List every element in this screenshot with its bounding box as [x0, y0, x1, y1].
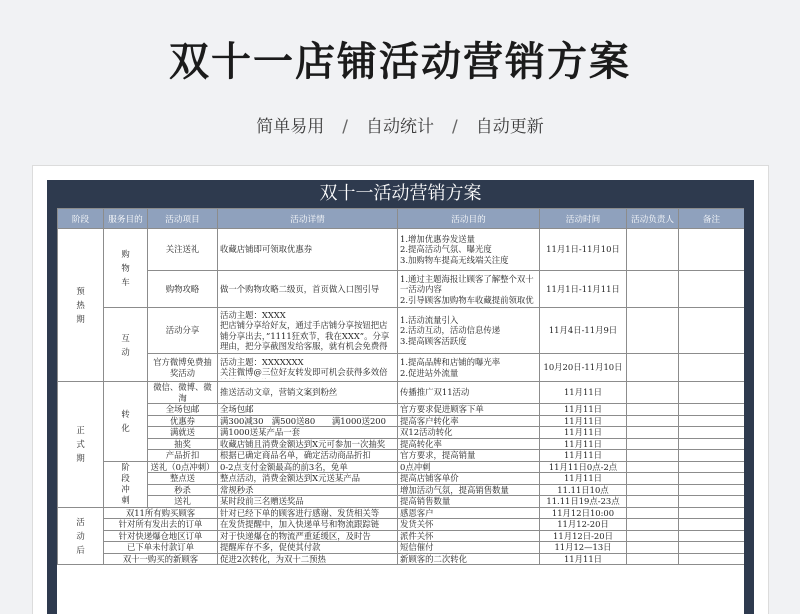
goal-cell: 新顾客的二次转化 [398, 553, 540, 565]
time-cell: 11月11日 [540, 450, 627, 462]
item-cell: 满就送 [148, 427, 218, 439]
owner-cell [627, 427, 679, 439]
table-row [58, 427, 745, 439]
time-cell: 11月11日 [540, 415, 627, 427]
table-row [58, 542, 745, 554]
tag-separator: / [342, 117, 348, 137]
owner-cell [627, 519, 679, 531]
owner-cell [627, 415, 679, 427]
header-time: 活动时间 [540, 209, 627, 229]
goal-cell: 双12活动转化 [398, 427, 540, 439]
header-detail: 活动详情 [218, 209, 398, 229]
detail-cell: 提醒库存不多，促使其付款 [218, 542, 398, 554]
item-cell: 产品折扣 [148, 450, 218, 462]
item-cell: 活动分享 [148, 308, 218, 354]
purpose-cell: 互 动 [104, 308, 148, 382]
item-cell: 送礼 [148, 496, 218, 508]
note-cell [679, 229, 745, 271]
item-cell: 购物攻略 [148, 271, 218, 308]
goal-cell: 短信催付 [398, 542, 540, 554]
table-row [58, 507, 745, 519]
detail-cell: 在发货提醒中，加入快递单号和物流跟踪链 [218, 519, 398, 531]
note-cell [679, 507, 745, 519]
time-cell: 11月11日 [540, 382, 627, 404]
goal-cell: 提高转化率 [398, 438, 540, 450]
table-row [58, 450, 745, 462]
goal-cell: 0点冲刺 [398, 461, 540, 473]
time-cell: 11月12日-20日 [540, 530, 627, 542]
note-cell [679, 542, 745, 554]
owner-cell [627, 382, 679, 404]
time-cell: 10月20日-11月10日 [540, 354, 627, 382]
goal-cell: 提高客户转化率 [398, 415, 540, 427]
table-row [58, 354, 745, 382]
stage-cell: 预 热 期 [58, 229, 104, 382]
goal-cell: 官方要求，提高销量 [398, 450, 540, 462]
time-cell: 11月1日-11月11日 [540, 271, 627, 308]
owner-cell [627, 461, 679, 473]
detail-cell: 满300减30 满500送80 满1000送200 [218, 415, 398, 427]
table-row [58, 496, 745, 508]
time-cell: 11月11日 [540, 404, 627, 416]
note-cell [679, 271, 745, 308]
item-cell: 针对快递爆仓地区订单 [104, 530, 218, 542]
goal-cell: 提高销售数量 [398, 496, 540, 508]
goal-cell: 感恩客户 [398, 507, 540, 519]
owner-cell [627, 542, 679, 554]
detail-cell: 活动主题：XXXXXXX 关注微博@三位好友转发即可机会获得多效倍 [218, 354, 398, 382]
goal-cell: 1.增加优惠券发送量 2.提高活动气氛、曝光度 3.加购物车提高无线端关注度 [398, 229, 540, 271]
plan-document [47, 180, 754, 614]
table-container [57, 208, 744, 614]
detail-cell: 某时段前三名赠送奖品 [218, 496, 398, 508]
goal-cell: 1.通过主题海报让顾客了解整个双十一活动内容 2.引导顾客加购物车收藏提前领取优 [398, 271, 540, 308]
detail-cell: 收藏店铺且消费金额达到X元可参加一次抽奖 [218, 438, 398, 450]
document-title: 双十一活动营销方案 [319, 183, 482, 204]
note-cell [679, 461, 745, 473]
owner-cell [627, 530, 679, 542]
note-cell [679, 530, 745, 542]
note-cell [679, 450, 745, 462]
table-row [58, 415, 745, 427]
table-header-row [58, 209, 745, 229]
goal-cell: 官方要求促进顾客下单 [398, 404, 540, 416]
note-cell [679, 354, 745, 382]
note-cell [679, 438, 745, 450]
note-cell [679, 404, 745, 416]
item-cell: 优惠券 [148, 415, 218, 427]
feature-tags [0, 112, 800, 137]
detail-cell: 全场包邮 [218, 404, 398, 416]
table-row [58, 473, 745, 485]
detail-cell: 收藏店铺即可领取优惠券 [218, 229, 398, 271]
table-row [58, 382, 745, 404]
detail-cell: 整点活动，消费金额达到X元送某产品 [218, 473, 398, 485]
item-cell: 已下单未付款订单 [104, 542, 218, 554]
note-cell [679, 496, 745, 508]
item-cell: 全场包邮 [148, 404, 218, 416]
owner-cell [627, 404, 679, 416]
owner-cell [627, 496, 679, 508]
goal-cell: 提高店铺客单价 [398, 473, 540, 485]
item-cell: 微信、微博、微淘 [148, 382, 218, 404]
item-cell: 送礼（0点冲刺） [148, 461, 218, 473]
page-title: 双十一店铺活动营销方案 [169, 39, 631, 85]
owner-cell [627, 450, 679, 462]
header-note: 备注 [679, 209, 745, 229]
time-cell: 11月4日-11月9日 [540, 308, 627, 354]
purpose-cell: 转 化 [104, 382, 148, 462]
item-cell: 秒杀 [148, 484, 218, 496]
detail-cell: 活动主题：XXXX 把店铺分享给好友，通过手店铺分享按钮把店铺分享出去，”1111狂欢节，我在XXX”。分享理由，把分享截图发给客服，就有机会免费得 [218, 308, 398, 354]
table-row [58, 404, 745, 416]
owner-cell [627, 354, 679, 382]
note-cell [679, 382, 745, 404]
owner-cell [627, 507, 679, 519]
tag-auto-update: 自动更新 [475, 117, 544, 137]
table-row [58, 484, 745, 496]
goal-cell: 1.活动流量引入 2.活动互动，活动信息传递 3.提高顾客活跃度 [398, 308, 540, 354]
owner-cell [627, 271, 679, 308]
time-cell: 11月12日10:00 [540, 507, 627, 519]
owner-cell [627, 484, 679, 496]
note-cell [679, 519, 745, 531]
document-preview [32, 165, 769, 614]
time-cell: 11月11日0点-2点 [540, 461, 627, 473]
stage-cell: 活 动 后 [58, 507, 104, 565]
header-item: 活动项目 [148, 209, 218, 229]
goal-cell: 1.提高品牌和店铺的曝光率 2.促进站外流量 [398, 354, 540, 382]
tag-separator: / [452, 117, 458, 137]
header-purpose: 服务目的 [104, 209, 148, 229]
detail-cell: 推送活动文章，营销文案到粉丝 [218, 382, 398, 404]
detail-cell: 0-2点支付金额最高的前3名，免单 [218, 461, 398, 473]
stage-cell: 正 式 期 [58, 382, 104, 508]
item-cell: 关注送礼 [148, 229, 218, 271]
note-cell [679, 415, 745, 427]
note-cell [679, 553, 745, 565]
table-row [58, 519, 745, 531]
table-row [58, 308, 745, 354]
item-cell: 针对所有发出去的订单 [104, 519, 218, 531]
item-cell: 官方微博免费抽奖活动 [148, 354, 218, 382]
plan-table [57, 208, 744, 565]
note-cell [679, 427, 745, 439]
owner-cell [627, 229, 679, 271]
tag-auto-stats: 自动统计 [366, 117, 434, 137]
detail-cell: 促进2次转化，为双十二预热 [218, 553, 398, 565]
time-cell: 11.11日19点-23点 [540, 496, 627, 508]
header-owner: 活动负责人 [627, 209, 679, 229]
item-cell: 抽奖 [148, 438, 218, 450]
note-cell [679, 308, 745, 354]
owner-cell [627, 438, 679, 450]
item-cell: 整点送 [148, 473, 218, 485]
table-row [58, 229, 745, 271]
owner-cell [627, 308, 679, 354]
time-cell: 11月12-20日 [540, 519, 627, 531]
time-cell: 11月11日 [540, 553, 627, 565]
owner-cell [627, 553, 679, 565]
item-cell: 双11所有购买顾客 [104, 507, 218, 519]
detail-cell: 针对已经下单的顾客进行感谢、发货相关等 [218, 507, 398, 519]
time-cell: 11月11日 [540, 473, 627, 485]
note-cell [679, 484, 745, 496]
goal-cell: 传播推广双11活动 [398, 382, 540, 404]
detail-cell: 满1000送某产品一套 [218, 427, 398, 439]
time-cell: 11月1日-11月10日 [540, 229, 627, 271]
time-cell: 11月11日 [540, 427, 627, 439]
detail-cell: 做一个购物攻略二级页，首页做入口图引导 [218, 271, 398, 308]
goal-cell: 派件关怀 [398, 530, 540, 542]
table-row [58, 553, 745, 565]
owner-cell [627, 473, 679, 485]
tag-easy: 简单易用 [256, 117, 325, 137]
time-cell: 11.11日10点 [540, 484, 627, 496]
goal-cell: 增加活动气氛，提高销售数量 [398, 484, 540, 496]
table-row [58, 530, 745, 542]
time-cell: 11月11日 [540, 438, 627, 450]
header-goal: 活动目的 [398, 209, 540, 229]
header-stage: 阶段 [58, 209, 104, 229]
table-row [58, 271, 745, 308]
purpose-cell: 阶 段 冲 刺 [104, 461, 148, 507]
detail-cell: 对于快递爆仓的物流严重延缓区，及时告 [218, 530, 398, 542]
detail-cell: 根据已确定商品名单，确定活动商品折扣 [218, 450, 398, 462]
time-cell: 11月12—13日 [540, 542, 627, 554]
goal-cell: 发货关怀 [398, 519, 540, 531]
note-cell [679, 473, 745, 485]
table-row [58, 461, 745, 473]
detail-cell: 常规秒杀 [218, 484, 398, 496]
purpose-cell: 购 物 车 [104, 229, 148, 308]
item-cell: 双十一购买的新顾客 [104, 553, 218, 565]
table-row [58, 438, 745, 450]
